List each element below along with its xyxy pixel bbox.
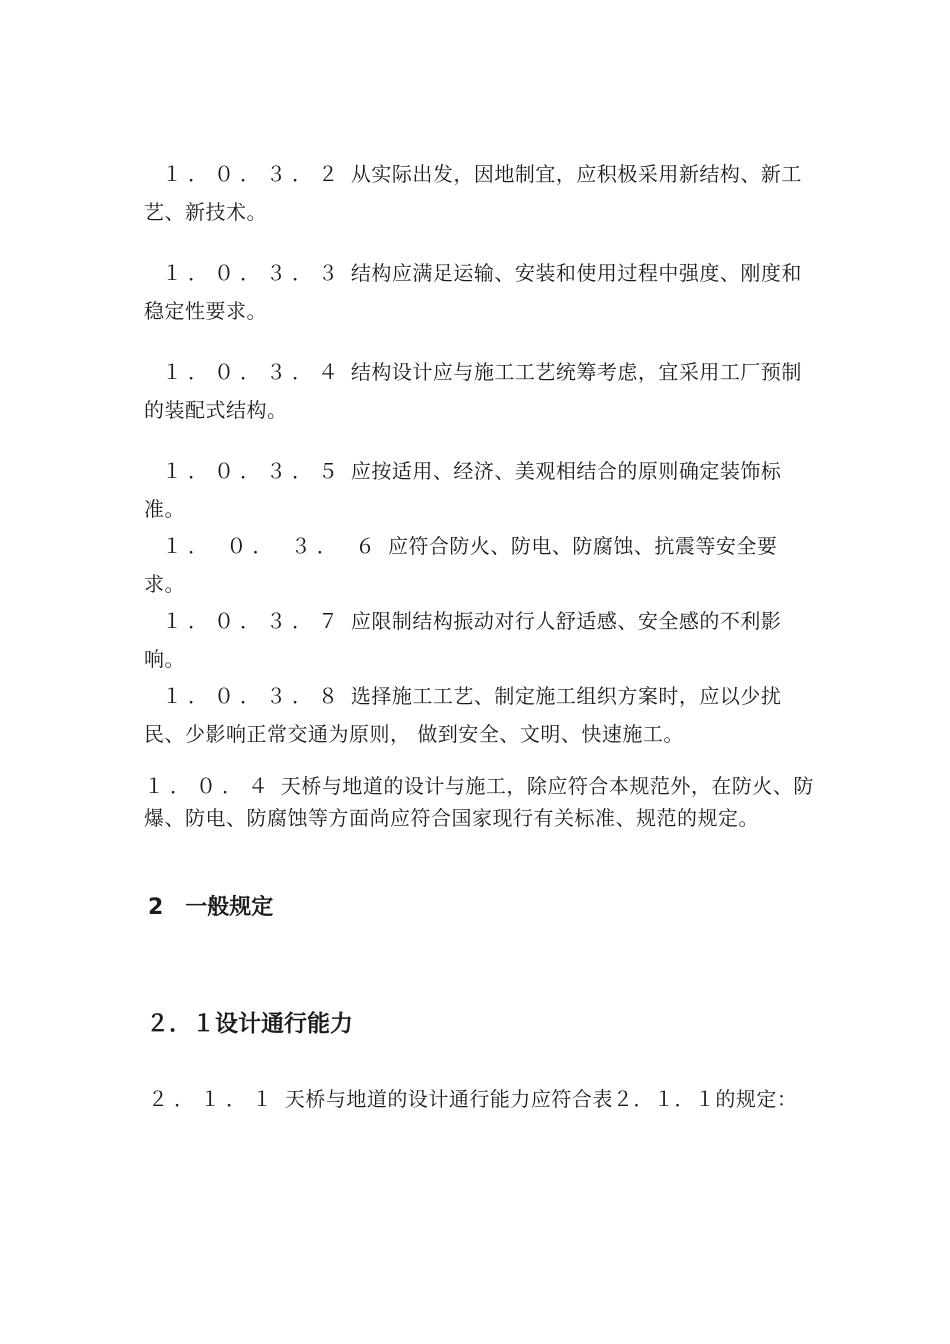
clause-1-0-3-5 <box>144 452 814 528</box>
clause-number: ２．１．１ <box>148 1087 278 1111</box>
clause-text: 应符合防火、防电、防腐蚀、抗震等安全要求。 <box>144 534 778 596</box>
clause-1-0-3-3 <box>144 254 814 330</box>
clause-1-0-3-2 <box>144 155 814 231</box>
clause-number: １．０．３．４ <box>162 360 344 384</box>
clause-number: １．０．３．７ <box>162 609 344 633</box>
chapter-heading: 2 一般规定 <box>148 895 274 920</box>
clause-text: 从实际出发，因地制宜，应积极采用新结构、新工艺、新技术。 <box>144 162 802 224</box>
clause-2-1-1 <box>148 1080 818 1118</box>
clause-text: 应按适用、经济、美观相结合的原则确定装饰标准。 <box>144 459 782 521</box>
clause-1-0-3-6 <box>144 527 814 603</box>
clause-1-0-4 <box>144 770 814 834</box>
clause-text: 天桥与地道的设计通行能力应符合表２．１．１的规定： <box>284 1087 798 1111</box>
clause-number: １．０．４ <box>144 774 274 798</box>
clause-1-0-3-7 <box>144 602 814 678</box>
clause-number: １． ０． ３． ６ <box>162 534 382 558</box>
clause-number: １．０．３．５ <box>162 459 344 483</box>
clause-number: １．０．３．３ <box>162 261 344 285</box>
clause-text: 选择施工工艺、制定施工组织方案时，应以少扰民、少影响正常交通为原则， 做到安全、文明、快速施工。 <box>144 684 782 746</box>
clause-text: 天桥与地道的设计与施工，除应符合本规范外，在防火、防爆、防电、防腐蚀等方面尚应符合国家现行有关标准、规范的规定。 <box>144 774 814 830</box>
clause-text: 结构应满足运输、安装和使用过程中强度、刚度和稳定性要求。 <box>144 261 802 323</box>
clause-text: 应限制结构振动对行人舒适感、安全感的不利影响。 <box>144 609 782 671</box>
clause-number: １．０．３．２ <box>162 162 344 186</box>
clause-text: 结构设计应与施工工艺统筹考虑，宜采用工厂预制的装配式结构。 <box>144 360 802 422</box>
clause-1-0-3-8 <box>144 677 814 753</box>
clause-1-0-3-4 <box>144 353 814 429</box>
clause-number: １．０．３．８ <box>162 684 344 708</box>
section-heading: ２．１设计通行能力 <box>146 1011 353 1037</box>
